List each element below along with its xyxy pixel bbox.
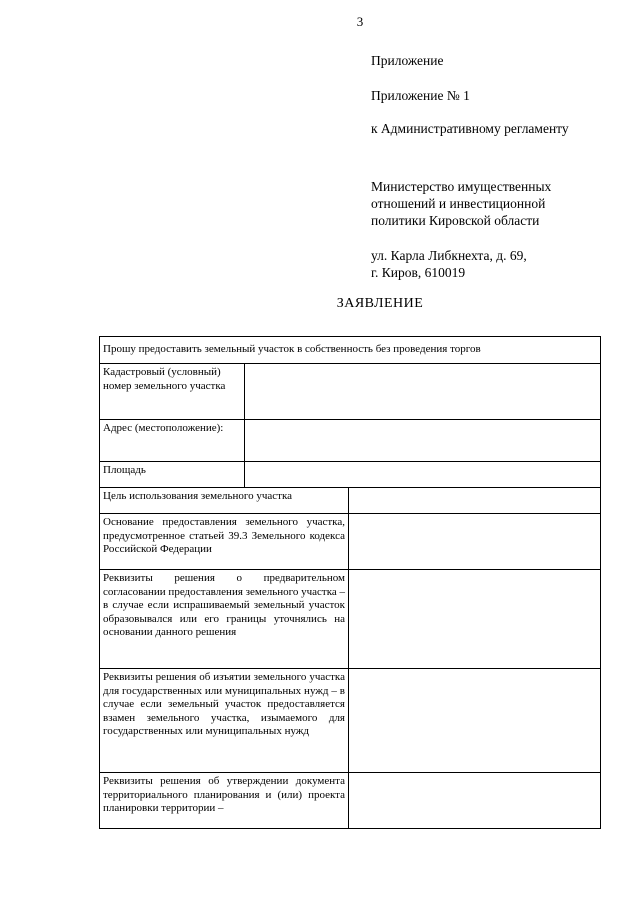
addressee-name-line: отношений и инвестиционной <box>371 196 546 211</box>
planning-label: Реквизиты решения об утверждении документа территориального планирования и (или) проекта планировки территории – <box>100 773 349 829</box>
page-number: 3 <box>356 14 364 29</box>
form-row-request <box>100 337 601 364</box>
form-row-area <box>100 462 601 488</box>
area-label: Площадь <box>100 462 245 488</box>
purpose-label: Цель использования земельного участка <box>100 488 349 514</box>
addressee-block <box>371 178 611 281</box>
form-row-address <box>100 420 601 462</box>
cadastral-label: Кадастровый (условный) номер земельного участка <box>100 364 245 420</box>
address-value-field[interactable] <box>245 420 601 462</box>
seizure-label: Реквизиты решения об изъятии земельного участка для государственных или муниципальных нужд – в случае если земельный участок предоставляется взамен земельного участка, изымаемого для государственных или муниципальных нужд <box>100 669 349 773</box>
purpose-value-field[interactable] <box>349 488 601 514</box>
prelim-approval-label: Реквизиты решения о предварительном согласовании предоставления земельного участка – в случае если испрашиваемый земельный участок образовывался или его границы уточнялись на основании данного решения <box>100 570 349 669</box>
document-title: ЗАЯВЛЕНИЕ <box>336 296 424 311</box>
annex-line-3: к Административному регламенту <box>371 121 569 136</box>
request-text: Прошу предоставить земельный участок в собственность без проведения торгов <box>100 337 601 364</box>
basis-label: Основание предоставления земельного участка, предусмотренное статьей 39.3 Земельного кодекса Российской Федерации <box>100 514 349 570</box>
form-row-seizure <box>100 669 601 773</box>
addressee-address-line: г. Киров, 610019 <box>371 265 466 280</box>
prelim-approval-value-field[interactable] <box>349 570 601 669</box>
annex-line-2: Приложение № 1 <box>371 88 470 103</box>
addressee-name-line: политики Кировской области <box>371 213 540 228</box>
basis-value-field[interactable] <box>349 514 601 570</box>
seizure-value-field[interactable] <box>349 669 601 773</box>
form-row-purpose <box>100 488 601 514</box>
form-row-cadastral <box>100 364 601 420</box>
planning-value-field[interactable] <box>349 773 601 829</box>
cadastral-value-field[interactable] <box>245 364 601 420</box>
form-row-prelim-approval <box>100 570 601 669</box>
addressee-address-line: ул. Карла Либкнехта, д. 69, <box>371 248 527 263</box>
area-value-field[interactable] <box>245 462 601 488</box>
application-form-table <box>99 336 601 829</box>
form-row-basis <box>100 514 601 570</box>
address-label: Адрес (местоположение): <box>100 420 245 462</box>
form-row-planning <box>100 773 601 829</box>
annex-line-1: Приложение <box>371 53 444 68</box>
addressee-name-line: Министерство имущественных <box>371 179 552 194</box>
